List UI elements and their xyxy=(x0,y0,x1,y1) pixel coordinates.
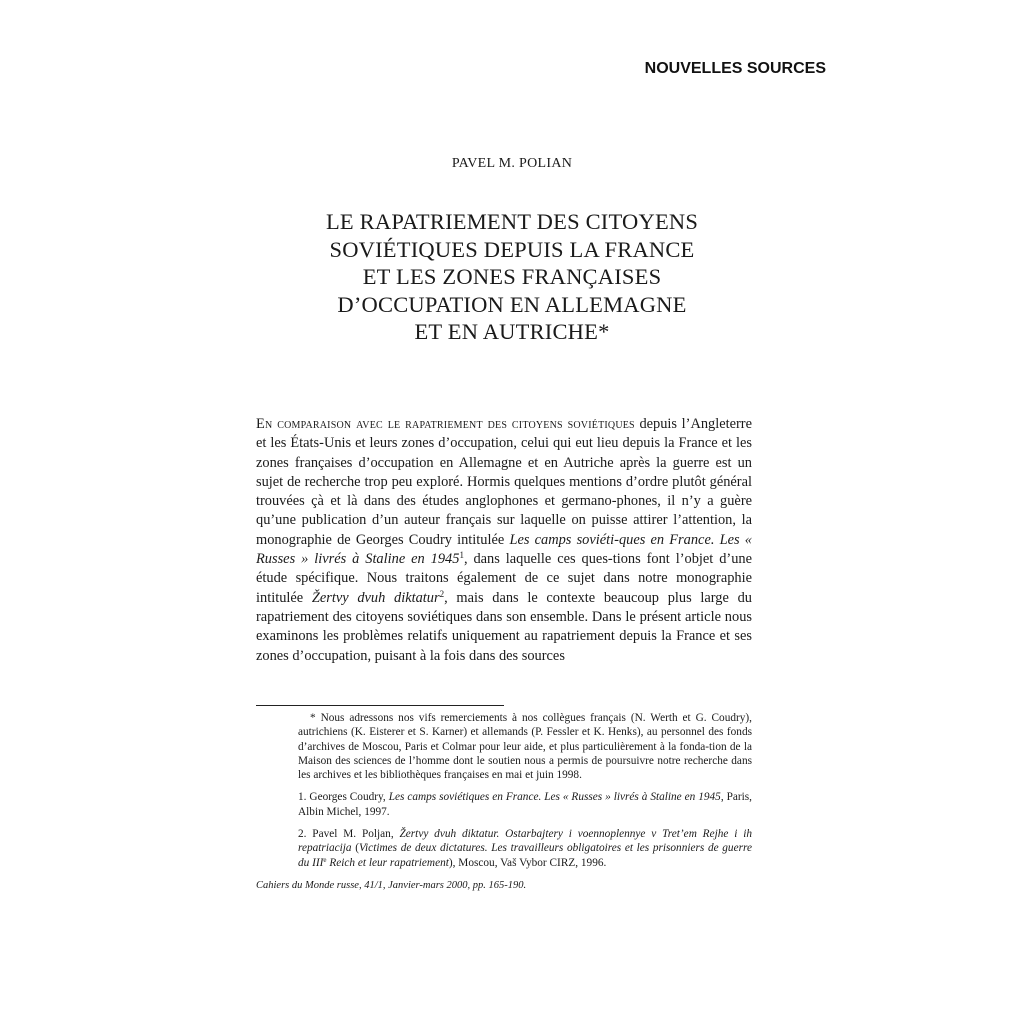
body-text: depuis l’Angleterre et les États-Unis et leurs zones d’occupation, celui qui eut lieu depuis la France et les zones françaises d’occupation en Allemagne et en Autriche après la guerre est un sujet de recherche trop peu exploré. Hormis quelques mentions d’ordre plutôt général trouvées çà et là dans des études anglophones et germano-phones, il n’y a guère qu’une publication d’un auteur français sur laquelle on puisse attirer l’attention, la monographie de Georges Coudry intitulée xyxy=(256,416,752,548)
footnote-divider xyxy=(256,705,504,706)
footnotes xyxy=(298,711,752,878)
footnote-1 xyxy=(298,790,752,819)
title-line: SOVIÉTIQUES DEPUIS LA FRANCE xyxy=(329,236,695,262)
footnote-translation: Reich et leur rapatriement xyxy=(326,856,449,869)
body-text: , mais dans le contexte beaucoup plus large du rapatriement des citoyens soviétiques dans son ensemble. Dans le présent article nous examinons les problèmes relatifs uniquement au rapatriement depuis la France et ses zones d’occupation, puisant à la fois dans des sources xyxy=(256,589,752,664)
footnote-text: , Paris, Albin Michel, 1997. xyxy=(298,791,752,818)
footnote-work-title: Les camps soviétiques en France. Les « Russes » livrés à Staline en 1945 xyxy=(388,791,721,804)
author-name: PAVEL M. POLIAN xyxy=(451,156,573,171)
title-line: ET EN AUTRICHE* xyxy=(414,319,610,344)
footnote-text: ( xyxy=(351,842,359,855)
running-head: NOUVELLES SOURCES xyxy=(644,60,826,77)
footnote-ref[interactable]: 2 xyxy=(439,588,445,599)
title-line: ET LES ZONES FRANÇAISES xyxy=(362,264,662,289)
title-line: D’OCCUPATION EN ALLEMAGNE xyxy=(337,291,687,317)
journal-citation: Cahiers du Monde russe, 41/1, Janvier-mars 2000, pp. 165-190. xyxy=(256,880,527,891)
footnote-ref[interactable]: 1 xyxy=(459,550,464,561)
footnote-translation: Victimes de deux dictatures. Les travailleurs obligatoires et les prisonniers de guerre du III xyxy=(298,842,752,869)
title-line: LE RAPATRIEMENT DES CITOYENS xyxy=(325,209,699,234)
footnote-text: 2. Pavel M. Poljan, xyxy=(298,828,400,841)
body-text: , dans laquelle ces ques-tions font l’objet d’une étude spécifique. Nous traitons également de ce sujet dans notre monographie intitulée xyxy=(256,551,752,606)
footnote-acknowledgement: * Nous adressons nos vifs remerciements à nos collègues français (N. Werth et G. Coudry), autrichiens (K. Eisterer et S. Karner) et allemands (P. Fessler et K. Henks), au personnel des fonds d’archives de Moscou, Paris et Colmar pour leur aide, et plus particulièrement à la fonda-tion de la Maison des sciences de l’homme dont le soutien nous a permis de poursuivre notre recherche dans les archives et les bibliothèques françaises en mai et juin 1998. xyxy=(298,712,752,782)
footnote-work-title: Žertvy dvuh diktatur. Ostarbajtery i voennoplennye v Tret’em Rejhe i ih repatriacija xyxy=(298,828,752,855)
footnote-2 xyxy=(298,827,752,870)
article-title xyxy=(212,208,812,346)
footnote-text: ), Moscou, Vaš Vybor CIRZ, 1996. xyxy=(448,856,607,869)
body-paragraph xyxy=(256,415,752,666)
work-title: Les camps soviéti-ques en France. Les « Russes » livrés à Staline en 1945 xyxy=(256,531,752,568)
lead-in: En comparaison avec le rapatriement des citoyens soviétiques xyxy=(256,416,635,432)
ordinal-suffix: e xyxy=(323,855,327,864)
footnote-text: 1. Georges Coudry, xyxy=(298,791,389,804)
work-title: Žertvy dvuh diktatur xyxy=(311,589,440,606)
